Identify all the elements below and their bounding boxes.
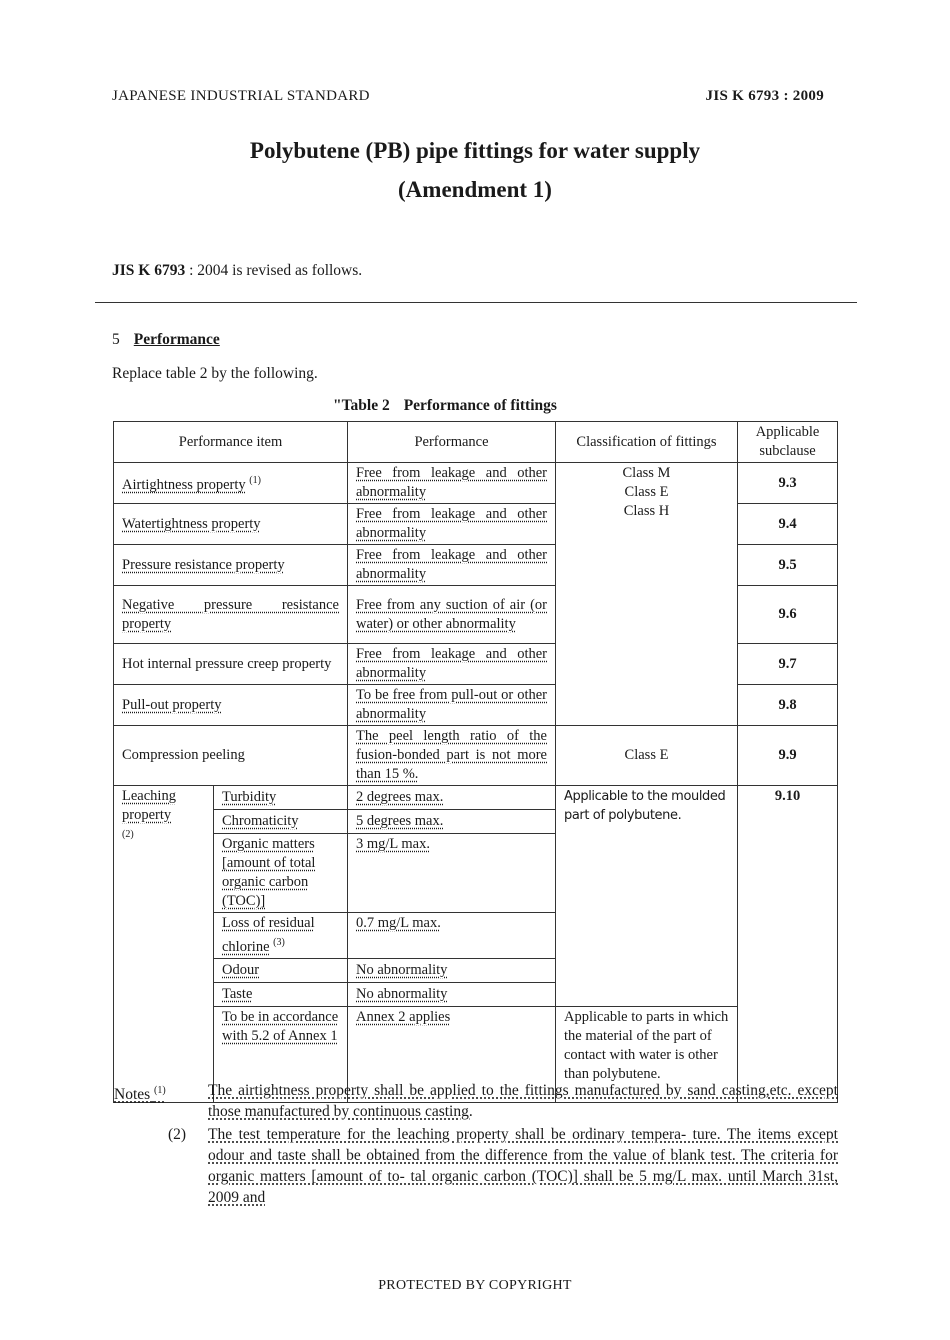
note-ref: (3)	[273, 937, 285, 948]
leaching-subitem: Chromaticity	[214, 810, 348, 834]
header-standard-number: JIS K 6793 : 2009	[705, 88, 824, 104]
document-title: Polybutene (PB) pipe fittings for water supply	[249, 138, 701, 163]
table-caption	[333, 397, 557, 415]
header-standard-name: JAPANESE INDUSTRIAL STANDARD	[112, 88, 370, 104]
row-item: Hot internal pressure creep property	[114, 644, 348, 685]
row-classification: Class E	[556, 726, 738, 786]
row-performance: Free from leakage and other abnormality	[348, 644, 556, 685]
divider	[95, 302, 857, 303]
row-item: Watertightness property	[114, 504, 348, 545]
row-subclause: 9.3	[738, 463, 838, 504]
leaching-subitem: Odour	[214, 958, 348, 982]
leaching-performance: Annex 2 applies	[348, 1006, 556, 1102]
classification-other: Applicable to parts in which the material of the part of contact with water is other than polybutene.	[556, 1006, 738, 1102]
row-subclause: 9.7	[738, 644, 838, 685]
notes-label: Notes	[114, 1086, 151, 1104]
revision-code: JIS K 6793	[112, 262, 186, 279]
row-performance: Free from any suction of air (or water) or other abnormality	[348, 586, 556, 644]
leaching-subitem: Loss of residual chlorine $^{(3)}$	[214, 913, 348, 959]
row-subclause: 9.8	[738, 685, 838, 726]
header-performance: Performance	[348, 422, 556, 463]
leaching-item: Leaching property $^{(2)}$	[114, 786, 214, 1103]
note-1-text: The airtightness property shall be applied to the fittings manufactured by sand casting,etc. except those manufactured by continuous casting.	[208, 1082, 838, 1120]
row-item: Airtightness property $^{(1)}$	[114, 463, 348, 504]
note-1-mark: (1)	[154, 1085, 166, 1096]
section-number: 5	[112, 331, 120, 348]
copyright-footer: PROTECTED BY COPYRIGHT	[378, 1278, 572, 1293]
row-performance: Free from leakage and other abnormality	[348, 504, 556, 545]
section-title: Performance	[133, 331, 220, 348]
table-header-row	[114, 422, 838, 463]
row-item: Negative pressure resistance property	[114, 586, 348, 644]
leaching-performance: No abnormality	[348, 958, 556, 982]
row-subclause: 9.9	[738, 726, 838, 786]
leaching-performance: 5 degrees max.	[348, 810, 556, 834]
document-subtitle: (Amendment 1)	[398, 177, 552, 202]
revision-text: : 2004 is revised as follows.	[185, 262, 363, 279]
row-item: Pressure resistance property	[114, 545, 348, 586]
leaching-subitem: Taste	[214, 982, 348, 1006]
note-1	[114, 1080, 838, 1124]
revision-statement	[112, 262, 362, 280]
classification-class-group: Class M Class E Class H	[556, 463, 738, 726]
note-ref: (2)	[122, 829, 134, 840]
table-row	[114, 726, 838, 786]
row-performance: The peel length ratio of the fusion-bonded part is not more than 15 %.	[348, 726, 556, 786]
table-row	[114, 463, 838, 504]
leaching-subitem: Organic matters [amount of total organic carbon (TOC)]	[214, 834, 348, 913]
leaching-subitem: Turbidity	[214, 786, 348, 810]
note-ref: (1)	[249, 475, 261, 487]
section-heading	[112, 331, 220, 349]
table-caption-label: "Table 2	[333, 397, 390, 414]
leaching-performance: 2 degrees max.	[348, 786, 556, 810]
row-subclause: 9.4	[738, 504, 838, 545]
row-item: Pull-out property	[114, 685, 348, 726]
table-caption-title: Performance of fittings	[403, 397, 557, 414]
leaching-row	[114, 786, 838, 810]
performance-table	[113, 421, 838, 1103]
leaching-performance: 3 mg/L max.	[348, 834, 556, 913]
leaching-subitem: To be in accordance with 5.2 of Annex 1	[214, 1006, 348, 1102]
row-item: Compression peeling	[114, 726, 348, 786]
note-2	[114, 1124, 838, 1208]
header-performance-item: Performance item	[114, 422, 348, 463]
row-subclause: 9.5	[738, 545, 838, 586]
leaching-performance: No abnormality	[348, 982, 556, 1006]
header-classification: Classification of fittings	[556, 422, 738, 463]
header-subclause: Applicable subclause	[738, 422, 838, 463]
row-performance: To be free from pull-out or other abnormality	[348, 685, 556, 726]
note-2-mark: (2)	[168, 1126, 187, 1143]
row-performance: Free from leakage and other abnormality	[348, 545, 556, 586]
section-instruction: Replace table 2 by the following.	[112, 365, 318, 382]
row-performance: Free from leakage and other abnormality	[348, 463, 556, 504]
row-subclause: 9.6	[738, 586, 838, 644]
classification-moulded: Applicable to the moulded part of polybutene.	[556, 786, 738, 1007]
leaching-subclause: 9.10	[738, 786, 838, 1103]
note-2-text: The test temperature for the leaching property shall be ordinary tempera- ture. The items except odour and taste shall be obtained from the difference from the value of blank test. The criteria for organic matters [amount of to- tal organic carbon (TOC)] shall be 5 mg/L max. until March 31st, 2009 and	[208, 1126, 838, 1206]
leaching-performance: 0.7 mg/L max.	[348, 913, 556, 959]
